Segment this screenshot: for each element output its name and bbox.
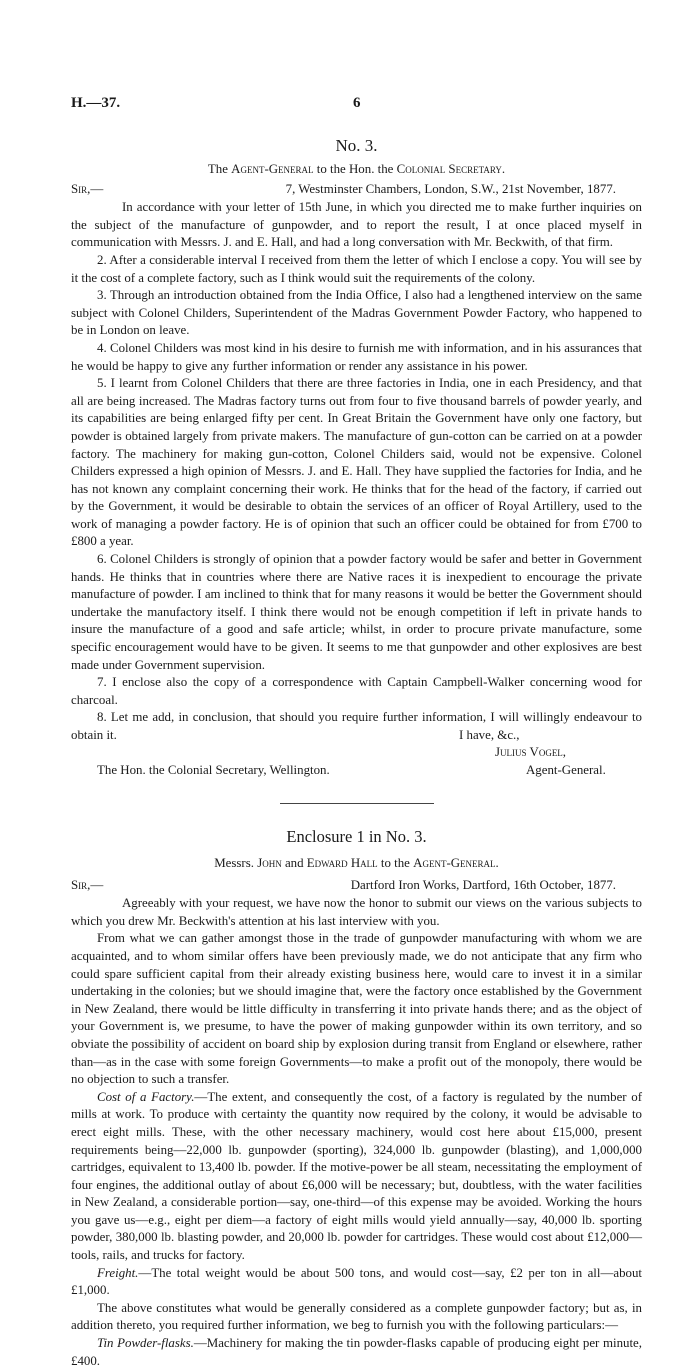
letter-number: No. 3. bbox=[335, 136, 378, 155]
paragraph: 8. Let me add, in conclusion, that should you require further information, I will willingly endeavour to obtain it. bbox=[71, 710, 642, 742]
paragraph: 6. Colonel Childers is strongly of opinion that a powder factory would be safer and better in Government hands. He thinks that in countries where there are Native races it is inexpedient to encourage the private manufacture of powder. I am inclined to think that for many reasons it would be better the Government should undertake the manufactory itself. I think there would not be enough competition if left in private hands to insure the manufacture of a good and safe article; whilst, in order to procure private manufacture, some specific encouragement would have to be given. It seems to me that gunpowder and other explosives are best made under Government supervision. bbox=[71, 552, 642, 672]
title-text: . bbox=[495, 855, 499, 870]
paragraph: 2. After a considerable interval I received from them the letter of which I enclose a copy. You will see by it the cost of a complete factory, such as I think would suit the requirements of the colony. bbox=[71, 252, 642, 285]
title-recipient: Agent-General bbox=[413, 855, 496, 870]
document-reference: H.—37. bbox=[71, 95, 121, 111]
paragraph: 5. I learnt from Colonel Childers that there are three factories in India, one in each Presidency, and that all are being increased. The Madras factory turns out from four to five thousand barrels of powder yearly, and its capabilities are being enlarged fifty per cent. In Great Britain the Government have only one factory, but powder is obtained largely from private makers. The manufacture of gun-cotton can be carried on at a powder factory. The machinery for making gun-cotton, Colonel Childers said, would not be expensive. Colonel Childers expressed a high opinion of Messrs. J. and E. Hall. They have supplied the factories for India, and he has not known any complaint concerning their work. He thinks that for the head of the factory, if carried out by the Government, it would be desirable to obtain the services of an officer of Royal Artillery, used to the work of managing a powder factory. He is of opinion that such an officer could be obtained for from £700 to £800 a year. bbox=[71, 376, 642, 549]
paragraph: 7. I enclose also the copy of a correspondence with Captain Campbell-Walker concerning wood for charcoal. bbox=[71, 675, 642, 707]
sender-address: Dartford Iron Works, Dartford, 16th October, 1877. bbox=[350, 878, 616, 893]
enclosure-heading: Enclosure 1 in No. 3. bbox=[286, 827, 427, 846]
salutation: Sir,— bbox=[71, 182, 104, 197]
paragraph-tin-flasks bbox=[71, 1335, 642, 1370]
paragraph: 3. Through an introduction obtained from the India Office, I also had a lengthened interview on the same subject with Colonel Childers, Superintendent of the Madras Government Powder Factory, who happened to be in London on leave. bbox=[71, 288, 642, 338]
title-text: . bbox=[501, 161, 506, 176]
signatory-title: Agent-General. bbox=[526, 763, 606, 777]
title-text: and bbox=[281, 855, 307, 870]
salutation-line bbox=[71, 181, 642, 199]
page-number: 6 bbox=[353, 95, 361, 111]
paragraph: 4. Colonel Childers was most kind in his desire to furnish me with information, and in his assurances that he would be happy to give any further information or render any assistance in his power. bbox=[71, 340, 642, 373]
sender-address: 7, Westminster Chambers, London, S.W., 21st November, 1877. bbox=[285, 182, 616, 197]
title-text: to the Hon. the bbox=[313, 161, 397, 176]
paragraph: Agreeably with your request, we have now the honor to submit our views on the various subjects to which you drew Mr. Beckwith's attention at his last interview with you. bbox=[71, 896, 642, 928]
paragraph-lead: Freight. bbox=[97, 1265, 139, 1280]
title-sender: Agent-General bbox=[231, 161, 314, 176]
salutation: Sir,— bbox=[71, 878, 104, 893]
title-text: The bbox=[207, 161, 232, 176]
page-header bbox=[71, 95, 642, 117]
enclosure-title bbox=[71, 855, 642, 873]
paragraph-lead: Tin Powder-flasks. bbox=[97, 1336, 194, 1351]
letter bbox=[71, 137, 642, 1370]
paragraph-cost bbox=[71, 1089, 642, 1265]
title-recipient: Colonial Secretary bbox=[396, 161, 502, 176]
letter-title bbox=[71, 161, 642, 179]
paragraph: In accordance with your letter of 15th June, in which you directed me to make further inquiries on the subject of the manufacture of gunpowder, and to report the result, I at once placed myself in communication with Messrs. J. and E. Hall, and had a long conversation with Mr. Beckwith, of that firm. bbox=[71, 200, 642, 250]
title-text: Messrs. bbox=[214, 855, 258, 870]
paragraph: The above constitutes what would be generally considered as a complete gunpowder factory; but as, in addition thereto, you required further information, we beg to furnish you with the following particulars:— bbox=[71, 1300, 642, 1333]
paragraph-text: —The extent, and consequently the cost, of a factory is regulated by the number of mills at work. To produce with certainty the quantity now required by the colony, it would be advisable to erect eight mills. These, with the other necessary machinery, would cost here about £15,000, present requirements being—22,000 lb. gunpowder (sporting), 324,000 lb. gunpowder (blasting), and 1,000,000 cartridges, equivalent to 13,400 lb. powder. If the motive-power be all steam, necessitating the employment of four engines, the additional outlay of about £6,000 will be necessary; but, doubtless, with the water facilities in New Zealand, a considerable portion—say, one-third—of this expense may be avoided. Working the hours you gave us—e.g., eight per diem—a factory of eight mills would yield annually—say, 40,000 lb. sporting powder, 380,000 lb. blasting powder, and 20,000 lb. powder for cartridges. These would cost about £12,000—tools, rails, and trucks for factory. bbox=[71, 1089, 642, 1263]
paragraph: From what we can gather amongst those in the trade of gunpowder manufacturing with whom we are acquainted, and to whom similar offers have been previously made, we do not anticipate that any firm who could spare sufficient capital from their already existing business here, would care to invest it in a similar undertaking in the colonies; but we should imagine that, were the factory once established by the Government in New Zealand, there would be little difficulty in transferring it into private hands there; and as the object of your Government is, we presume, to have the power of making gunpowder within its own territory, and so obviate the possibility of accident on board ship by explosion during transit from England or elsewhere, rather than—as in the case with some foreign Governments—to make a profit out of the monopoly, there would be no objection to such a transfer. bbox=[71, 931, 642, 1087]
title-sender: Edward Hall bbox=[306, 855, 378, 870]
section-divider bbox=[280, 803, 434, 804]
title-sender: John bbox=[257, 855, 282, 870]
paragraph-text: —The total weight would be about 500 tons, and would cost—say, £2 per ton in all—about £1,000. bbox=[71, 1265, 642, 1298]
title-text: to the bbox=[377, 855, 414, 870]
closing: I have, &c., bbox=[459, 728, 520, 742]
paragraph-text: —Machinery for making the tin powder-flasks capable of producing eight per minute, £400. bbox=[71, 1336, 642, 1368]
paragraph-freight bbox=[71, 1265, 642, 1300]
salutation-line bbox=[71, 877, 642, 895]
addressee: The Hon. the Colonial Secretary, Wellington. bbox=[97, 763, 330, 777]
paragraph-lead: Cost of a Factory. bbox=[97, 1089, 195, 1104]
signature-block bbox=[71, 727, 642, 781]
signatory: Julius Vogel, bbox=[495, 745, 567, 759]
